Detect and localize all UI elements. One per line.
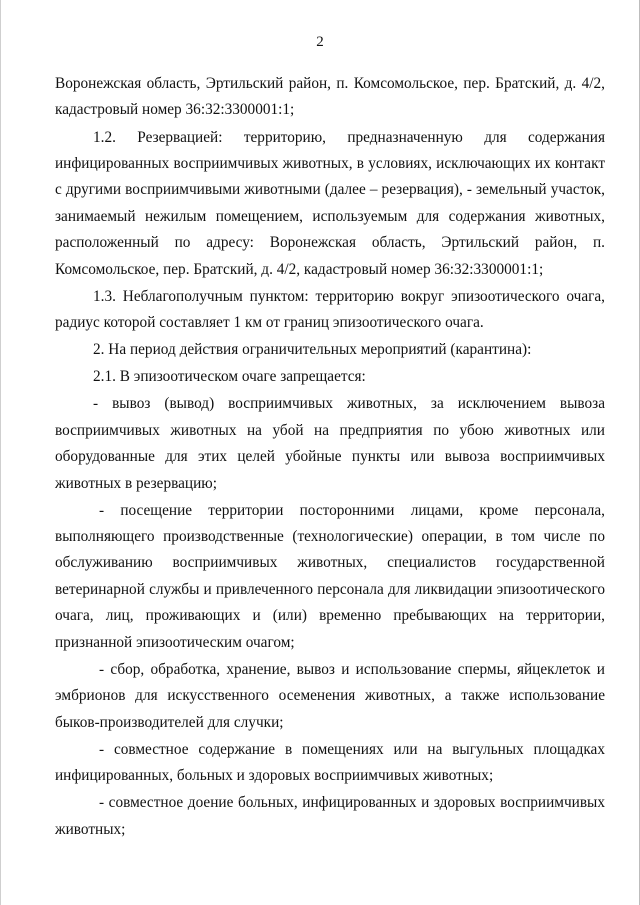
list-item-export-animals: - вывоз (вывод) восприимчивых животных, за исключением вывоза восприимчивых животных на убой на предприятия по убою животных или оборудованные для этих целей убойные пункты или вывоза восприимчивых животных в резервацию; [55,395,605,492]
document-body [55,71,605,844]
list-item-joint-milking: - совместное доение больных, инфицированных и здоровых восприимчивых животных; [55,794,605,838]
list-item-sperm-embryos: - сбор, обработка, хранение, вывоз и использование спермы, яйцеклеток и эмбрионов для искусственного осеменения животных, а также использование быков-производителей для случки; [55,660,605,731]
page-number: 2 [316,34,324,50]
paragraph-2-quarantine-period: 2. На период действия ограничительных мероприятий (карантина): [93,341,532,359]
paragraph-1-2-reservation: 1.2. Резервацией: территорию, предназначенную для содержания инфицированных восприимчивых животных, в условиях, исключающих их контакт с другими восприимчивыми животными (далее – резервация), - земельный участок, занимаемый нежилым помещением, используемым для содержания животных, расположенный по адресу: Воронежская область, Эртильский район, п. Комсомольское, пер. Братский, д. 4/2, кадастровый номер 36:32:3300001:1; [55,128,605,278]
paragraph-2-1-prohibited: 2.1. В эпизоотическом очаге запрещается: [93,368,366,386]
list-item-joint-keeping: - совместное содержание в помещениях или на выгульных площадках инфицированных, больных и здоровых восприимчивых животных; [55,740,605,785]
paragraph-1-3-unfavorable-point: 1.3. Неблагополучным пунктом: территорию вокруг эпизоотического очага, радиус которой составляет 1 км от границ эпизоотического очага. [55,287,605,332]
paragraph-address-continuation: Воронежская область, Эртильский район, п. Комсомольское, пер. Братский, д. 4/2, кадастровый номер 36:32:3300001:1; [55,75,605,119]
list-item-visiting-territory: - посещение территории посторонними лицами, кроме персонала, выполняющего производственные (технологические) операции, в том числе по обслуживанию восприимчивых животных, специалистов государственной ветеринарной службы и привлеченного персонала для ликвидации эпизоотического очага, лиц, проживающих и (или) временно пребывающих на территории, признанной эпизоотическим очагом; [55,501,605,651]
